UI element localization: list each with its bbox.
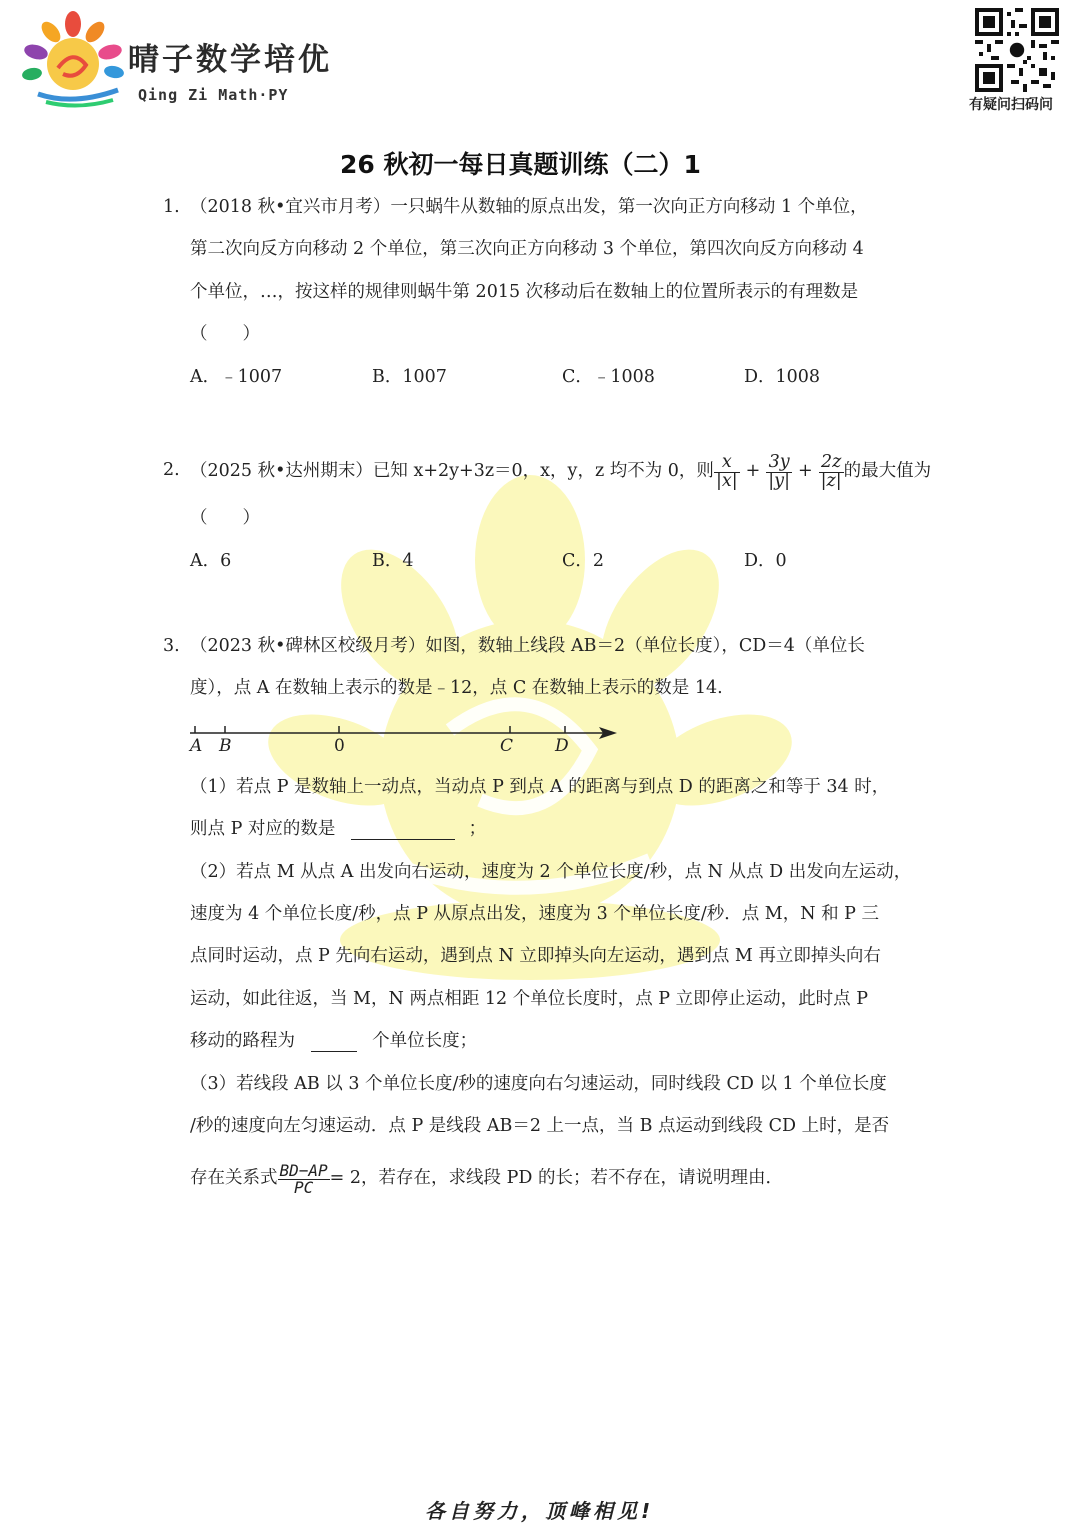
- q3-part2-end: 个单位长度；: [372, 1031, 478, 1051]
- label-a: A: [190, 736, 203, 756]
- q3-part1-answer-blank[interactable]: [351, 821, 455, 840]
- q2-plus-1: +: [745, 461, 761, 482]
- q1-number: 1.: [163, 197, 180, 217]
- number-line-figure: [185, 718, 625, 758]
- q2-text: [190, 446, 931, 498]
- q2-fraction-y-num: 3y: [766, 454, 792, 473]
- q1-option-d: D．1008: [744, 367, 821, 387]
- logo-chinese-name: 晴子数学培优: [128, 42, 332, 78]
- q2-answer-paren: （ ）: [190, 508, 260, 528]
- qr-caption: 有疑问扫码问: [969, 97, 1053, 113]
- q2-fraction-y-den: |y|: [768, 470, 790, 491]
- page-title: 26 秋初一每日真题训练（二）1: [340, 150, 701, 179]
- logo: [18, 10, 128, 110]
- q1-answer-paren: （ ）: [190, 324, 260, 344]
- footer-motto: 各自努力，顶峰相见!: [425, 1499, 655, 1523]
- q3-number: 3.: [163, 636, 180, 656]
- q3-part1-line-1: （1）若点 P 是数轴上一动点，当动点 P 到点 A 的距离与到点 D 的距离之和等于 34 时，: [190, 777, 890, 797]
- q1-option-a: A．﹣1007: [190, 367, 283, 387]
- q1-option-c: C．﹣1008: [562, 367, 655, 387]
- q1-line-3: 个单位，…，按这样的规律则蜗牛第 2015 次移动后在数轴上的位置所表示的有理数是: [190, 282, 859, 302]
- q2-fraction-x-num: x: [714, 454, 740, 473]
- q1-option-b: B．1007: [372, 367, 447, 387]
- q2-number: 2.: [163, 460, 180, 480]
- q1-line-2: 第二次向反方向移动 2 个单位，第三次向正方向移动 3 个单位，第四次向反方向移动 4: [190, 239, 864, 259]
- q3-part3-text-before: 存在关系式: [190, 1168, 278, 1189]
- q2-fraction-z: [819, 454, 844, 490]
- logo-flower-icon: [18, 10, 128, 110]
- q2-plus-2: +: [797, 461, 813, 482]
- q3-part3-fraction-num: BD−AP: [279, 1160, 328, 1180]
- q3-part2-line-2: 速度为 4 个单位长度/秒，点 P 从原点出发，速度为 3 个单位长度/秒．点 M，N 和 P 三: [190, 904, 879, 924]
- q3-part1-line-2: [190, 821, 486, 840]
- q3-part2-line-3: 点同时运动，点 P 先向右运动，遇到点 N 立即掉头向左运动，遇到点 M 再立即掉头向右: [190, 946, 881, 966]
- q2-text-before: （2025 秋•达州期末）已知 x+2y+3z＝0，x，y，z 均不为 0，则: [190, 461, 714, 482]
- q3-part2-line-4: 运动，如此往返，当 M，N 两点相距 12 个单位长度时，点 P 立即停止运动，此时点 P: [190, 989, 868, 1009]
- q2-fraction-x: [714, 454, 740, 490]
- q3-line-1: （2023 秋•碑林区校级月考）如图，数轴上线段 AB＝2（单位长度），CD＝4（单位长: [190, 636, 865, 656]
- q2-option-d: D．0: [744, 551, 787, 571]
- q3-part3-text-after: = 2，若存在，求线段 PD 的长；若不存在，请说明理由．: [329, 1168, 783, 1189]
- q3-part1-end: ；: [468, 819, 487, 839]
- q3-part3-fraction-den: PC: [293, 1177, 314, 1197]
- q2-fraction-z-num: 2z: [819, 454, 844, 473]
- label-c: C: [500, 736, 514, 756]
- q2-text-after: 的最大值为: [843, 461, 932, 482]
- label-d: D: [555, 736, 569, 756]
- q3-part3-fraction: [278, 1160, 330, 1197]
- qr-code-icon[interactable]: [975, 8, 1059, 92]
- q3-part2-line-1: （2）若点 M 从点 A 出发向右运动，速度为 2 个单位长度/秒，点 N 从点 D 出发向左运动，: [190, 862, 912, 882]
- q2-option-a: A．6: [190, 551, 232, 571]
- q3-part2-answer-blank[interactable]: [311, 1033, 357, 1052]
- q3-part2-line-5: [190, 1033, 477, 1052]
- q3-part3-line-3: [190, 1154, 783, 1204]
- q3-part1-text: 则点 P 对应的数是: [190, 819, 336, 839]
- q2-fraction-y: [766, 454, 792, 490]
- q3-part3-line-1: （3）若线段 AB 以 3 个单位长度/秒的速度向右匀速运动，同时线段 CD 以 1 个单位长度: [190, 1074, 887, 1094]
- label-0: 0: [334, 736, 345, 756]
- label-b: B: [219, 736, 232, 756]
- q1-line-1: （2018 秋•宜兴市月考）一只蜗牛从数轴的原点出发，第一次向正方向移动 1 个单位，: [190, 197, 868, 217]
- q2-option-b: B．4: [372, 551, 414, 571]
- logo-english-name: Qing Zi Math·PY: [138, 86, 289, 104]
- q3-part2-text: 移动的路程为: [190, 1031, 295, 1051]
- q3-line-2: 度），点 A 在数轴上表示的数是﹣12，点 C 在数轴上表示的数是 14.: [190, 678, 723, 698]
- q2-option-c: C．2: [562, 551, 605, 571]
- q2-fraction-z-den: |z|: [820, 470, 842, 491]
- q2-fraction-x-den: |x|: [715, 470, 738, 491]
- q3-part3-line-2: /秒的速度向左匀速运动．点 P 是线段 AB＝2 上一点，当 B 点运动到线段 CD 上时，是否: [190, 1116, 890, 1136]
